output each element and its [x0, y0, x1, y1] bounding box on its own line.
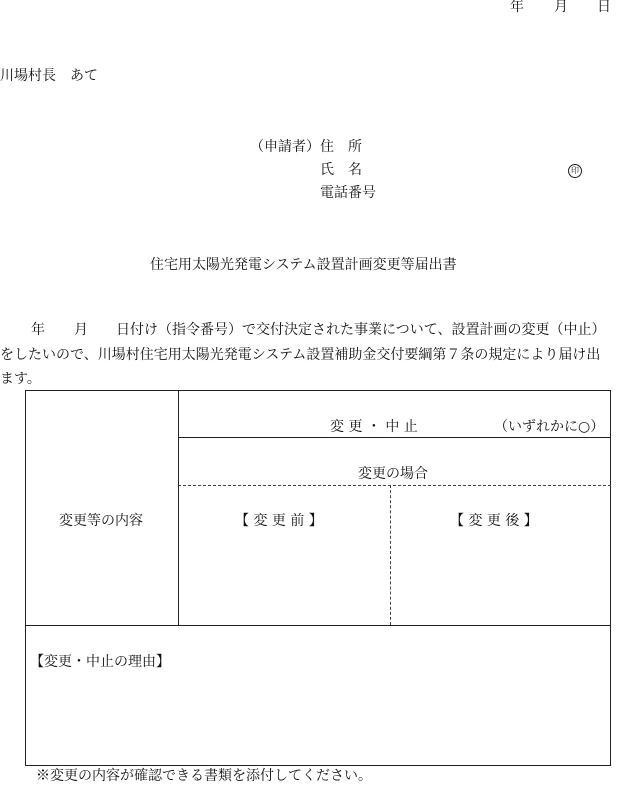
date-day: 日 — [597, 0, 611, 15]
date-year: 年 — [510, 0, 524, 15]
table-divider-choice — [178, 437, 611, 438]
row-label: 変更等の内容 — [59, 513, 143, 529]
choice-note: （いずれかに○） — [494, 419, 605, 435]
content-table — [25, 390, 611, 766]
reason-label: 【変更・中止の理由】 — [30, 654, 170, 670]
before-label: 【 変 更 前 】 — [235, 513, 323, 529]
body-line3: ます。 — [0, 371, 41, 387]
date-month: 月 — [554, 0, 568, 15]
case-label: 変更の場合 — [358, 466, 428, 482]
table-divider-reason — [25, 625, 611, 626]
address-label: 住 所 — [320, 139, 362, 155]
table-divider-case — [178, 485, 611, 486]
change-cancel-choice: 変 更 ・ 中 止 — [330, 419, 418, 435]
body-month: 月 — [74, 322, 88, 338]
seal-icon: 印 — [568, 164, 582, 178]
table-divider-before-after — [390, 485, 391, 625]
phone-label: 電話番号 — [320, 185, 376, 201]
table-divider-left — [178, 390, 179, 625]
body-line1: 日付け（指令番号）で交付決定された事業について、設置計画の変更（中止） — [116, 322, 606, 338]
footnote: ※変更の内容が確認できる書類を添付してください。 — [36, 768, 372, 784]
document-title: 住宅用太陽光発電システム設置計画変更等届出書 — [150, 257, 457, 273]
body-line2: をしたいので、川場村住宅用太陽光発電システム設置補助金交付要綱第７条の規定により届け出 — [0, 347, 601, 363]
name-label: 氏 名 — [320, 162, 362, 178]
body-year: 年 — [31, 322, 45, 338]
applicant-label: （申請者） — [250, 139, 320, 155]
after-label: 【 変 更 後 】 — [450, 513, 538, 529]
addressee: 川場村長 あて — [0, 68, 98, 84]
